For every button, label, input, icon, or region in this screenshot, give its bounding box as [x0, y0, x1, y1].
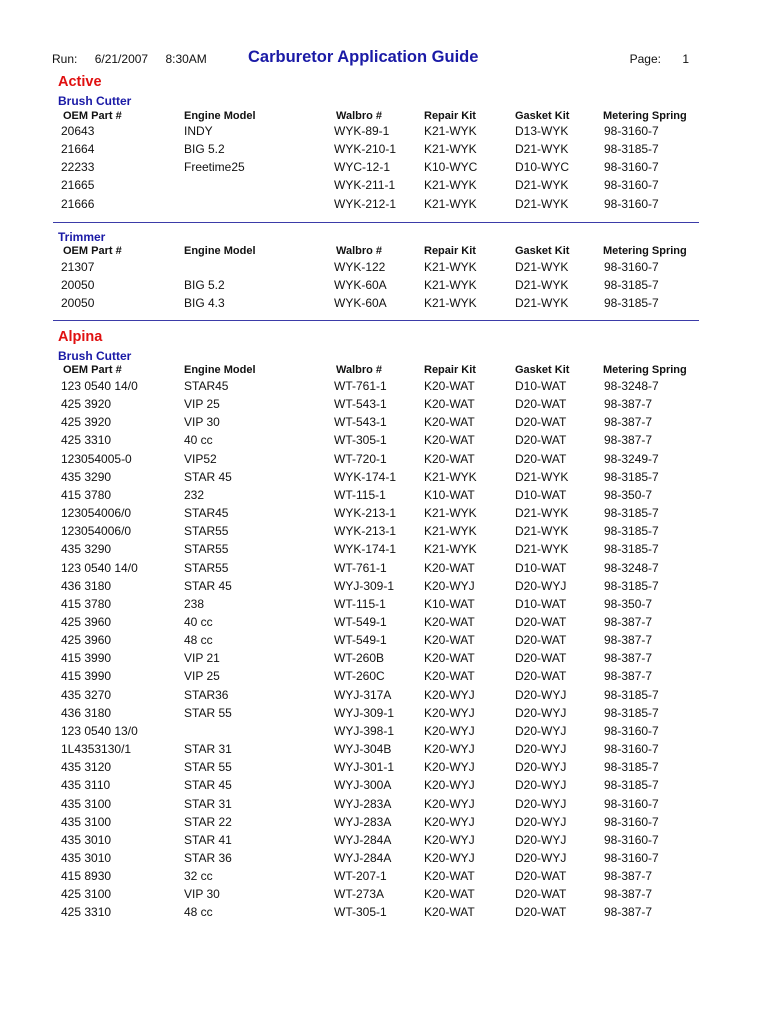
table-cell: D20-WAT [515, 651, 567, 666]
table-cell: D21-WYK [515, 296, 569, 311]
table-cell: WYJ-304B [334, 742, 392, 756]
table-row [0, 579, 768, 597]
table-cell: STAR 31 [184, 796, 232, 811]
table-cell: WYJ-398-1 [334, 723, 395, 738]
table-row [0, 524, 768, 542]
table-cell: 435 3290 [61, 542, 112, 557]
table-cell: K20-WYJ [424, 723, 475, 738]
table-cell: 21307 [61, 260, 95, 274]
table-cell: VIP 30 [184, 887, 220, 902]
table-cell: STAR 41 [184, 832, 232, 847]
table-cell: 98-3160-7 [604, 796, 659, 811]
column-header: OEM Part # [63, 245, 122, 257]
table-cell: 98-3185-7 [604, 506, 659, 520]
table-row [0, 197, 768, 215]
table-row [0, 397, 768, 415]
table-cell: D21-WYK [515, 469, 569, 484]
table-cell: 232 [184, 487, 205, 502]
table-cell: D20-WAT [515, 887, 567, 902]
table-cell: STAR 45 [184, 469, 232, 484]
table-cell: 1L4353130/1 [61, 742, 132, 756]
table-row [0, 778, 768, 796]
table-cell: 98-3185-7 [604, 760, 659, 775]
column-header: Engine Model [184, 245, 256, 257]
table-row [0, 470, 768, 488]
table-row [0, 706, 768, 724]
table-cell: WYJ-317A [334, 687, 392, 702]
table-cell: D21-WYK [515, 542, 569, 557]
table-cell: 415 3780 [61, 487, 112, 502]
table-cell: STAR 55 [184, 705, 232, 720]
table-cell: 435 3110 [61, 778, 111, 793]
table-cell: 425 3960 [61, 615, 112, 629]
table-cell: WT-115-1 [334, 487, 386, 502]
table-cell: 435 3290 [61, 469, 112, 484]
table-cell: K21-WYK [424, 178, 477, 193]
table-cell: K21-WYK [424, 296, 477, 311]
table-cell: WT-305-1 [334, 433, 387, 448]
table-cell: K20-WYJ [424, 705, 475, 720]
table-cell: WT-260C [334, 669, 385, 684]
table-cell: K20-WAT [424, 905, 475, 920]
table-cell: D20-WYJ [515, 778, 567, 793]
table-cell: 98-3185-7 [604, 687, 659, 702]
table-row [0, 905, 768, 923]
table-cell: WT-549-1 [334, 615, 387, 629]
table-cell: K20-WAT [424, 615, 475, 629]
table-cell: WYK-213-1 [334, 524, 397, 539]
table-cell: 98-387-7 [604, 905, 653, 920]
table-row [0, 296, 768, 314]
table-cell: INDY [184, 124, 213, 138]
table-row [0, 260, 768, 278]
table-cell: D20-WYJ [515, 705, 567, 720]
table-cell: K10-WAT [424, 596, 475, 611]
table-cell: K20-WYJ [424, 578, 475, 593]
table-row [0, 742, 768, 760]
table-cell: STAR55 [184, 560, 229, 575]
table-cell: WT-305-1 [334, 905, 387, 920]
table-cell: STAR 55 [184, 760, 232, 775]
table-cell: 98-387-7 [604, 433, 653, 448]
category-heading: Brush Cutter [58, 94, 132, 108]
column-header: Engine Model [184, 110, 256, 122]
table-row [0, 869, 768, 887]
table-cell: VIP 21 [184, 651, 220, 666]
table-cell: K20-WAT [424, 669, 475, 684]
table-cell: WYK-212-1 [334, 196, 397, 211]
section-divider [53, 320, 699, 321]
table-cell: D21-WYK [515, 196, 569, 211]
table-cell: 123054006/0 [61, 524, 132, 539]
column-header: OEM Part # [63, 110, 122, 122]
table-row [0, 542, 768, 560]
table-cell: STAR 45 [184, 578, 232, 593]
table-cell: D20-WAT [515, 451, 567, 466]
table-cell: K20-WYJ [424, 814, 475, 829]
table-cell: 21665 [61, 178, 95, 193]
table-cell: 98-3185-7 [604, 142, 659, 157]
table-cell: D20-WAT [515, 415, 567, 430]
table-cell: 40 cc [184, 615, 213, 629]
table-cell: K20-WAT [424, 397, 475, 412]
table-cell: 98-3160-7 [604, 196, 659, 211]
table-row [0, 506, 768, 524]
table-cell: K10-WYC [424, 160, 478, 175]
table-cell: 425 3920 [61, 415, 112, 430]
table-cell: WT-260B [334, 651, 385, 666]
table-cell: 415 3990 [61, 669, 112, 684]
table-cell: VIP 30 [184, 415, 220, 430]
table-cell: BIG 5.2 [184, 142, 225, 157]
table-cell: STAR36 [184, 687, 229, 702]
table-cell: WYK-60A [334, 296, 387, 311]
section-divider [53, 222, 699, 223]
run-info [52, 52, 207, 66]
table-row [0, 433, 768, 451]
table-cell: D21-WYK [515, 178, 569, 193]
table-cell: K20-WYJ [424, 796, 475, 811]
column-header: Metering Spring [603, 364, 687, 376]
table-cell: BIG 5.2 [184, 278, 225, 293]
table-cell: 98-3248-7 [604, 560, 659, 575]
table-cell: 98-3249-7 [604, 451, 659, 466]
table-cell: 425 3310 [61, 905, 112, 920]
table-cell: 98-3185-7 [604, 705, 659, 720]
table-cell: WT-761-1 [334, 379, 387, 393]
table-cell: K20-WAT [424, 415, 475, 430]
table-cell: K10-WAT [424, 487, 475, 502]
table-cell: K20-WYJ [424, 778, 475, 793]
table-cell: D21-WYK [515, 142, 569, 157]
run-label: Run: [52, 52, 78, 66]
table-cell: WYK-174-1 [334, 469, 397, 484]
page-number: 1 [682, 52, 689, 66]
table-cell: D20-WAT [515, 869, 567, 883]
table-cell: 436 3180 [61, 578, 112, 593]
table-cell: 435 3010 [61, 832, 112, 847]
table-cell: 435 3010 [61, 850, 112, 865]
table-cell: K21-WYK [424, 524, 477, 539]
table-cell: D21-WYK [515, 260, 569, 274]
category-heading: Brush Cutter [58, 349, 132, 363]
page-info [630, 52, 689, 66]
table-cell: 123054005-0 [61, 451, 132, 466]
table-row [0, 760, 768, 778]
table-cell: WYK-60A [334, 278, 387, 293]
table-cell: 436 3180 [61, 705, 112, 720]
table-cell: 21664 [61, 142, 95, 157]
table-cell: STAR 36 [184, 850, 232, 865]
table-row [0, 278, 768, 296]
table-cell: D20-WYJ [515, 814, 567, 829]
run-date: 6/21/2007 [94, 52, 149, 66]
table-cell: D21-WYK [515, 278, 569, 293]
table-cell: 98-3185-7 [604, 578, 659, 593]
table-cell: WYJ-284A [334, 850, 392, 865]
table-cell: WYK-210-1 [334, 142, 397, 157]
table-cell: K20-WAT [424, 433, 475, 448]
table-cell: K21-WYK [424, 260, 477, 274]
table-cell: D21-WYK [515, 506, 569, 520]
table-cell: D10-WAT [515, 487, 567, 502]
table-cell: 98-3160-7 [604, 160, 659, 175]
table-cell: 98-3248-7 [604, 379, 659, 393]
table-cell: WYJ-283A [334, 814, 392, 829]
table-cell: WYK-211-1 [334, 178, 396, 193]
table-cell: 425 3920 [61, 397, 112, 412]
table-cell: 98-387-7 [604, 397, 653, 412]
table-cell: 238 [184, 596, 205, 611]
table-row [0, 797, 768, 815]
table-cell: 123 0540 14/0 [61, 379, 138, 393]
table-cell: STAR45 [184, 506, 229, 520]
table-cell: STAR 31 [184, 742, 232, 756]
table-row [0, 615, 768, 633]
table-cell: 98-387-7 [604, 669, 653, 684]
table-cell: 98-3160-7 [604, 723, 659, 738]
table-cell: 48 cc [184, 905, 213, 920]
table-row [0, 160, 768, 178]
table-cell: K20-WYJ [424, 760, 475, 775]
table-cell: VIP52 [184, 451, 217, 466]
table-cell: WYK-174-1 [334, 542, 397, 557]
table-cell: K20-WAT [424, 379, 475, 393]
table-cell: 20050 [61, 296, 95, 311]
table-cell: K20-WYJ [424, 832, 475, 847]
category-heading: Trimmer [58, 230, 106, 244]
table-row [0, 669, 768, 687]
table-cell: WT-115-1 [334, 596, 386, 611]
table-cell: 98-3160-7 [604, 742, 659, 756]
column-header: OEM Part # [63, 364, 122, 376]
table-cell: K21-WYK [424, 542, 477, 557]
table-cell: D10-WAT [515, 560, 567, 575]
table-cell: 425 3310 [61, 433, 112, 448]
column-header: Walbro # [336, 110, 383, 122]
table-cell: WT-543-1 [334, 415, 387, 430]
page-title: Carburetor Application Guide [248, 48, 479, 66]
table-cell: 98-387-7 [604, 415, 653, 430]
table-cell: WYK-213-1 [334, 506, 397, 520]
table-cell: K21-WYK [424, 278, 477, 293]
table-cell: WYJ-301-1 [334, 760, 395, 775]
table-cell: K20-WAT [424, 560, 475, 575]
table-cell: 40 cc [184, 433, 213, 448]
table-row [0, 561, 768, 579]
table-cell: K20-WAT [424, 633, 475, 648]
table-cell: STAR55 [184, 524, 229, 539]
table-cell: Freetime25 [184, 160, 245, 175]
table-row [0, 415, 768, 433]
table-cell: D20-WYJ [515, 723, 567, 738]
table-cell: 98-3160-7 [604, 850, 659, 865]
table-cell: K20-WYJ [424, 687, 475, 702]
table-cell: 425 3960 [61, 633, 112, 648]
table-cell: K20-WAT [424, 887, 475, 902]
table-cell: 98-3160-7 [604, 832, 659, 847]
table-cell: 98-3185-7 [604, 469, 659, 484]
table-row [0, 851, 768, 869]
table-cell: D10-WAT [515, 379, 567, 393]
table-cell: STAR 45 [184, 778, 232, 793]
table-cell: 435 3100 [61, 814, 112, 829]
table-cell: D20-WAT [515, 615, 567, 629]
table-row [0, 488, 768, 506]
column-header: Repair Kit [424, 110, 476, 122]
table-cell: D20-WYJ [515, 796, 567, 811]
table-cell: 123 0540 14/0 [61, 560, 138, 575]
table-cell: WT-543-1 [334, 397, 387, 412]
table-cell: 20050 [61, 278, 95, 293]
table-row [0, 597, 768, 615]
table-cell: WYC-12-1 [334, 160, 391, 175]
manufacturer-heading: Alpina [58, 329, 103, 345]
table-cell: D20-WAT [515, 905, 567, 920]
table-cell: 425 3100 [61, 887, 112, 902]
column-header: Engine Model [184, 364, 256, 376]
table-cell: K21-WYK [424, 142, 477, 157]
table-row [0, 815, 768, 833]
table-cell: WYJ-283A [334, 796, 392, 811]
column-header: Repair Kit [424, 245, 476, 257]
table-cell: D21-WYK [515, 524, 569, 539]
table-cell: STAR45 [184, 379, 229, 393]
column-header: Metering Spring [603, 245, 687, 257]
table-cell: WT-761-1 [334, 560, 387, 575]
table-cell: D20-WYJ [515, 578, 567, 593]
table-cell: D20-WAT [515, 633, 567, 648]
table-cell: 98-3185-7 [604, 524, 659, 539]
table-cell: 98-350-7 [604, 596, 653, 611]
column-header: Metering Spring [603, 110, 687, 122]
table-cell: 21666 [61, 196, 95, 211]
table-cell: 98-3185-7 [604, 778, 659, 793]
table-cell: 32 cc [184, 869, 213, 883]
table-cell: D20-WAT [515, 669, 567, 684]
table-cell: 98-3160-7 [604, 260, 659, 274]
table-cell: 98-387-7 [604, 887, 653, 902]
table-cell: 415 8930 [61, 869, 112, 883]
report-header [52, 48, 702, 72]
table-cell: 98-3185-7 [604, 542, 659, 557]
table-cell: 98-3185-7 [604, 278, 659, 293]
table-cell: WYJ-284A [334, 832, 392, 847]
table-cell: WT-207-1 [334, 869, 387, 883]
table-cell: 435 3270 [61, 687, 112, 702]
table-cell: WYK-89-1 [334, 124, 390, 138]
table-cell: WYJ-300A [334, 778, 392, 793]
table-row [0, 124, 768, 142]
table-cell: 98-3160-7 [604, 124, 659, 138]
run-time: 8:30AM [165, 52, 207, 66]
table-cell: K21-WYK [424, 506, 477, 520]
table-cell: 98-350-7 [604, 487, 653, 502]
table-cell: 22233 [61, 160, 95, 175]
table-cell: 415 3780 [61, 596, 112, 611]
column-header: Walbro # [336, 245, 383, 257]
table-cell: WYJ-309-1 [334, 578, 395, 593]
table-cell: D10-WYC [515, 160, 570, 175]
table-row [0, 833, 768, 851]
table-cell: 48 cc [184, 633, 213, 648]
table-cell: D20-WYJ [515, 832, 567, 847]
table-cell: 98-387-7 [604, 633, 653, 648]
table-cell: 98-387-7 [604, 651, 653, 666]
column-header: Gasket Kit [515, 364, 570, 376]
table-cell: 20643 [61, 124, 95, 138]
table-cell: D20-WYJ [515, 850, 567, 865]
table-cell: WT-273A [334, 887, 385, 902]
page-label: Page: [629, 52, 661, 66]
table-cell: K20-WAT [424, 869, 475, 883]
table-cell: 435 3120 [61, 760, 112, 775]
table-cell: K20-WYJ [424, 850, 475, 865]
table-cell: K20-WAT [424, 651, 475, 666]
table-cell: VIP 25 [184, 669, 220, 684]
table-row [0, 142, 768, 160]
table-cell: K20-WAT [424, 451, 475, 466]
column-header: Gasket Kit [515, 245, 570, 257]
table-cell: VIP 25 [184, 397, 220, 412]
table-row [0, 633, 768, 651]
table-cell: WYJ-309-1 [334, 705, 395, 720]
table-cell: K21-WYK [424, 124, 477, 138]
table-cell: WT-549-1 [334, 633, 387, 648]
table-row [0, 688, 768, 706]
table-cell: D13-WYK [515, 124, 569, 138]
column-header: Gasket Kit [515, 110, 570, 122]
table-row [0, 379, 768, 397]
table-cell: D20-WYJ [515, 742, 567, 756]
table-row [0, 651, 768, 669]
table-row [0, 887, 768, 905]
table-cell: D10-WAT [515, 596, 567, 611]
table-cell: D20-WYJ [515, 760, 567, 775]
table-cell: STAR55 [184, 542, 229, 557]
table-cell: 123054006/0 [61, 506, 132, 520]
table-cell: 123 0540 13/0 [61, 723, 138, 738]
table-cell: D20-WYJ [515, 687, 567, 702]
table-row [0, 724, 768, 742]
table-cell: BIG 4.3 [184, 296, 225, 311]
table-row [0, 178, 768, 196]
table-cell: WYK-122 [334, 260, 386, 274]
table-cell: 415 3990 [61, 651, 112, 666]
table-cell: 98-387-7 [604, 869, 653, 883]
table-cell: 98-3185-7 [604, 296, 659, 311]
table-cell: K21-WYK [424, 469, 477, 484]
table-cell: STAR 22 [184, 814, 232, 829]
table-cell: 98-387-7 [604, 615, 653, 629]
column-header: Repair Kit [424, 364, 476, 376]
table-cell: D20-WAT [515, 433, 567, 448]
table-cell: K21-WYK [424, 196, 477, 211]
table-cell: 98-3160-7 [604, 178, 659, 193]
column-header: Walbro # [336, 364, 383, 376]
table-cell: WT-720-1 [334, 451, 387, 466]
table-cell: D20-WAT [515, 397, 567, 412]
table-cell: 435 3100 [61, 796, 112, 811]
table-row [0, 452, 768, 470]
table-cell: K20-WYJ [424, 742, 475, 756]
table-cell: 98-3160-7 [604, 814, 659, 829]
manufacturer-heading: Active [58, 74, 102, 90]
